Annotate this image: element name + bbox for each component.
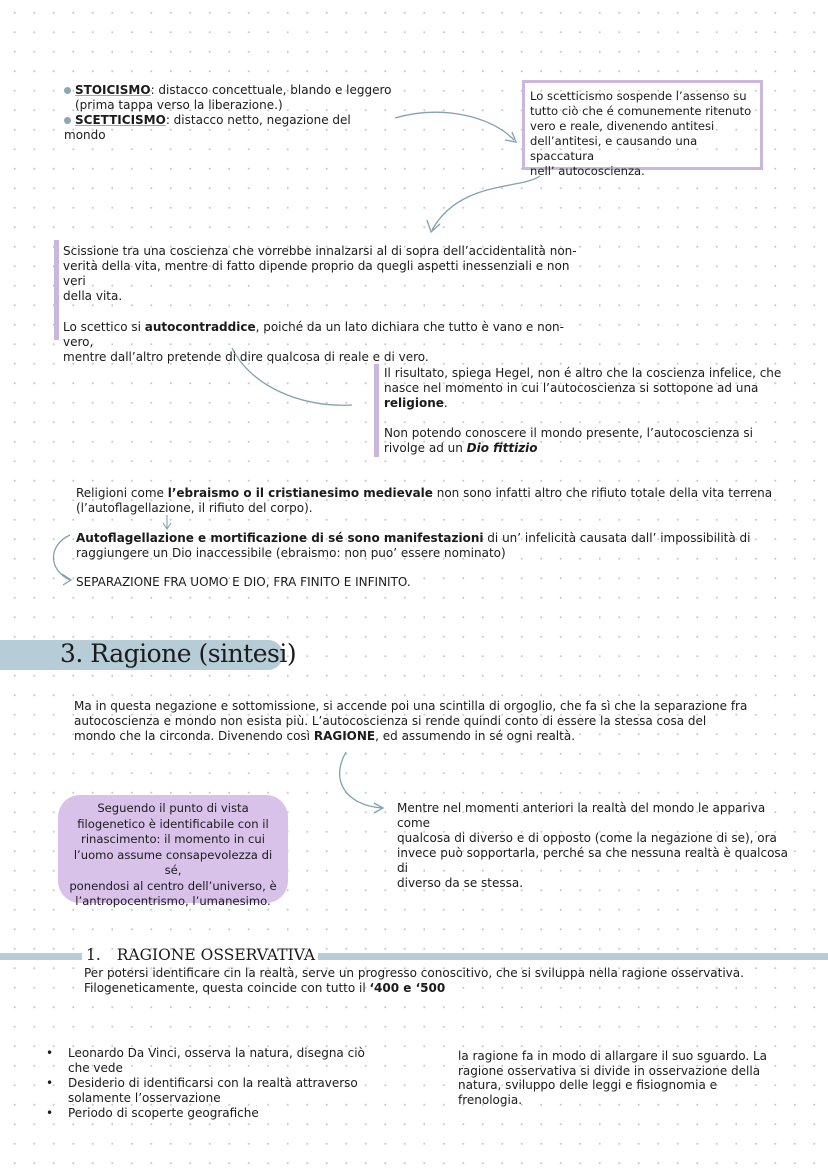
- note-line: l’antropocentrismo, l’umanesimo.: [75, 894, 271, 908]
- obs-right-line: natura, sviluppo delle leggi e fisiognomia e: [458, 1078, 717, 1092]
- note-line: filogenetico è identificabile con il: [77, 816, 269, 831]
- stoicismo-term: STOICISMO: [75, 83, 151, 97]
- section3-ragione-line: mondo che la circonda. Divenendo così RAGIONE, ed assumendo in sé ogni realtà.: [74, 729, 576, 743]
- hegel-line: Il risultato, spiega Hegel, non é altro che la coscienza infelice, che: [384, 366, 782, 380]
- religioni-line2: (l’autoflagellazione, il rifiuto del corpo).: [76, 501, 313, 515]
- arrow-loop-left: [54, 535, 71, 580]
- arrow-box-to-scissione: [432, 176, 540, 230]
- scissione-line: verità della vita, mentre di fatto dipende proprio da quegli aspetti inessenziali e non veri: [63, 259, 570, 288]
- note-line: Seguendo il punto di vista: [97, 801, 249, 815]
- autocontraddice-line: Lo scettico si autocontraddice, poiché da un lato dichiara che tutto è vano e non-vero,: [63, 320, 564, 349]
- note-line: rinascimento: il momento in cui: [81, 832, 265, 846]
- religioni-block: [76, 486, 776, 590]
- stoicismo-item: [64, 83, 394, 98]
- top-list: [64, 83, 394, 143]
- obs-line: Per potersi identificare cin la realtà, serve un progresso conoscitivo, che si sviluppa nella ragione osservativa.: [84, 966, 744, 980]
- rinascimento-note: [58, 795, 288, 908]
- right-note-line: Mentre nel momenti anteriori la realtà del mondo le appariva come: [397, 801, 766, 830]
- hegel-bar: [374, 364, 379, 457]
- scissione-line: della vita.: [63, 289, 123, 303]
- scepticism-box: [522, 80, 763, 178]
- scissione-line: Scissione tra una coscienza che vorrebbe innalzarsi al di sopra dell’accidentalità non-: [63, 244, 577, 258]
- note-line: ponendosi al centro dell’universo, è: [69, 878, 277, 893]
- obs-heading: [86, 945, 315, 965]
- obs-title: RAGIONE OSSERVATIVA: [116, 946, 316, 964]
- arrow-scetticismo-to-box: [395, 112, 514, 140]
- obs-bullet: • Periodo di scoperte geografiche: [44, 1106, 374, 1121]
- obs-number: 1.: [86, 946, 101, 964]
- religioni-line4: raggiungere un Dio inaccessibile (ebraismo: non puo’ essere nominato): [76, 546, 506, 560]
- obs-bullet: • Desiderio di identificarsi con la realtà attraverso solamente l’osservazione: [44, 1076, 374, 1106]
- obs-right-note: [458, 1049, 778, 1107]
- note-line: l’uomo assume consapevolezza di sé,: [73, 847, 273, 877]
- scissione-text: [63, 244, 583, 365]
- right-note-line: invece può sopportarla, perché sa che nessuna realtà è qualcosa di: [397, 846, 789, 875]
- arrow-to-right-note: [340, 752, 382, 808]
- scissione-bar: [54, 240, 59, 340]
- scetticismo-term: SCETTICISMO: [75, 113, 166, 127]
- hegel-text: [384, 366, 784, 456]
- bullet-dot-icon: [64, 117, 71, 124]
- section3-title: 3. Ragione (sintesi): [60, 639, 297, 668]
- section3-line: Ma in questa negazione e sottomissione, si accende poi una scintilla di orgoglio, che fa sì che la separazione fra: [74, 699, 748, 713]
- section3-line: autocoscienza e mondo non esista più. L’autocoscienza si rende quindi conto di essere la stessa cosa del: [74, 714, 707, 728]
- hegel-line: Non potendo conoscere il mondo presente, l’autocoscienza si: [384, 426, 753, 440]
- bullet-dot-icon: [64, 87, 71, 94]
- hegel-line: nasce nel momento in cui l’autocoscienza si sottopone ad una: [384, 381, 759, 395]
- scetticismo-text: : distacco netto, negazione del mondo: [64, 113, 351, 142]
- obs-right-line: frenologia.: [458, 1092, 523, 1107]
- scetticismo-item: [64, 113, 394, 143]
- obs-line-right: [318, 953, 828, 960]
- scepticism-line: Lo scetticismo sospende l’assenso su: [530, 89, 747, 103]
- right-note-line: qualcosa di diverso e di opposto (come la negazione di se), ora: [397, 831, 777, 845]
- obs-line-left: [0, 953, 82, 960]
- right-note-line: diverso da se stessa.: [397, 876, 524, 890]
- hegel-dio-line: rivolge ad un Dio fittizio: [384, 441, 538, 455]
- obs-right-line: la ragione fa in modo di allargare il suo sguardo. La: [458, 1049, 767, 1063]
- obs-intro: [84, 966, 804, 996]
- scepticism-line: dell’antitesi, e causando una spaccatura: [530, 134, 698, 163]
- religioni-line3: Autoflagellazione e mortificazione di sé sono manifestazioni di un’ infelicità causata dall’ impossibilità di: [76, 531, 751, 545]
- separazione-line: SEPARAZIONE FRA UOMO E DIO, FRA FINITO E INFINITO.: [76, 575, 411, 589]
- scepticism-line: nell’ autocoscienza.: [530, 164, 645, 178]
- stoicismo-text: : distacco concettuale, blando e leggero: [150, 83, 392, 97]
- scepticism-line: tutto ciò che é comunemente ritenuto: [530, 104, 752, 118]
- section3-intro: [74, 699, 774, 744]
- obs-bullets: [44, 1046, 374, 1121]
- obs-filo-line: Filogeneticamente, questa coincide con tutto il ‘400 e ‘500: [84, 981, 446, 995]
- stoicismo-text2: (prima tappa verso la liberazione.): [75, 98, 283, 112]
- obs-right-line: ragione osservativa si divide in osservazione della: [458, 1063, 761, 1078]
- religioni-line1: Religioni come l’ebraismo o il cristianesimo medievale non sono infatti altro che rifiuto totale della vita terrena: [76, 486, 773, 500]
- obs-bullet: • Leonardo Da Vinci, osserva la natura, disegna ciò che vede: [44, 1046, 374, 1076]
- hegel-religione-line: religione.: [384, 396, 448, 410]
- arrowhead-3: [62, 574, 71, 585]
- scissione-line: mentre dall’altro pretende di dire qualcosa di reale e di vero.: [63, 350, 429, 364]
- section3-right-note: [397, 801, 797, 891]
- scepticism-line: vero e reale, divenendo antitesi: [530, 119, 715, 133]
